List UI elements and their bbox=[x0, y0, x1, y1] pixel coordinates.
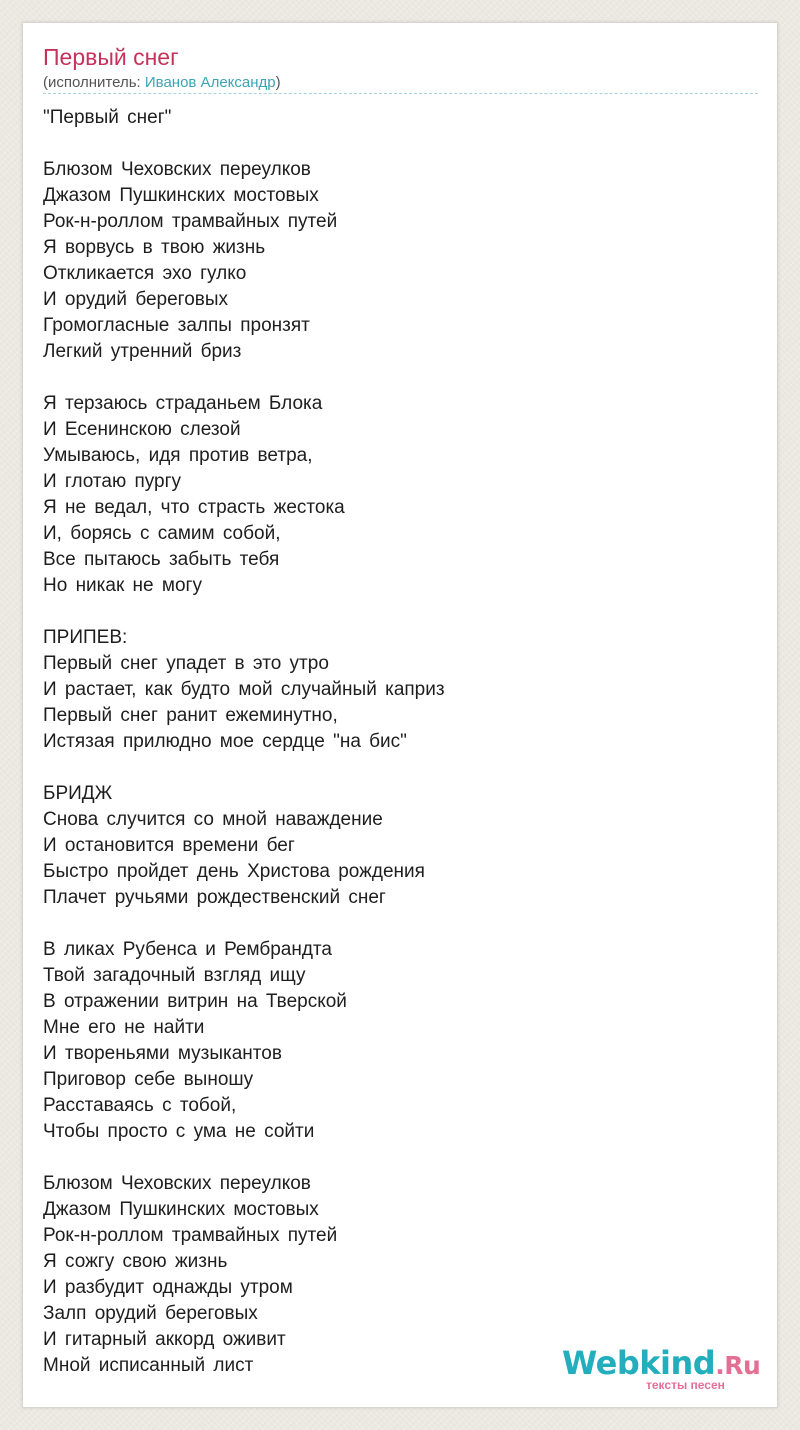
lyric-line: Быстро пройдет день Христова рождения bbox=[43, 861, 425, 882]
lyric-line: Первый снег упадет в это утро bbox=[43, 653, 329, 674]
lyric-line: И глотаю пургу bbox=[43, 471, 182, 492]
lyric-line: И Есенинскою слезой bbox=[43, 419, 241, 440]
lyric-line: Первый снег ранит ежеминутно, bbox=[43, 705, 338, 726]
lyric-line: БРИДЖ bbox=[43, 783, 113, 804]
lyric-line: Снова случится со мной наваждение bbox=[43, 809, 383, 830]
performer-prefix: (исполнитель: bbox=[43, 74, 145, 91]
lyric-line: Я ворвусь в твою жизнь bbox=[43, 237, 266, 258]
lyric-line: И орудий береговых bbox=[43, 289, 229, 310]
lyric-line: Джазом Пушкинских мостовых bbox=[43, 1199, 319, 1220]
lyric-line: Откликается эхо гулко bbox=[43, 263, 247, 284]
lyric-line: И разбудит однажды утром bbox=[43, 1277, 293, 1298]
lyric-line: Рок-н-роллом трамвайных путей bbox=[43, 1225, 338, 1246]
lyric-line: Блюзом Чеховских переулков bbox=[43, 159, 311, 180]
lyric-line: В отражении витрин на Тверской bbox=[43, 991, 347, 1012]
song-title: Первый снег bbox=[43, 44, 179, 70]
lyric-line: И твореньями музыкантов bbox=[43, 1043, 282, 1064]
lyric-blank-line bbox=[43, 1145, 743, 1171]
lyric-line: Умываюсь, идя против ветра, bbox=[43, 445, 313, 466]
lyric-line: В ликах Рубенса и Рембрандта bbox=[43, 939, 332, 960]
logo-tagline: тексты песен bbox=[646, 1378, 725, 1392]
lyric-line: И растает, как будто мой случайный каприз bbox=[43, 679, 445, 700]
lyric-line: Рок-н-роллом трамвайных путей bbox=[43, 211, 338, 232]
lyric-line: Чтобы просто с ума не сойти bbox=[43, 1121, 315, 1142]
performer-suffix: ) bbox=[275, 74, 281, 91]
lyric-line: Залп орудий береговых bbox=[43, 1303, 258, 1324]
lyric-line: И гитарный аккорд оживит bbox=[43, 1329, 286, 1350]
lyric-line: Твой загадочный взгляд ищу bbox=[43, 965, 306, 986]
lyric-line: И, борясь с самим собой, bbox=[43, 523, 281, 544]
lyric-blank-line bbox=[43, 365, 743, 391]
lyrics-card bbox=[22, 22, 778, 1408]
title-divider bbox=[43, 93, 758, 94]
lyric-line: Я сожгу свою жизнь bbox=[43, 1251, 228, 1272]
lyric-line: Мне его не найти bbox=[43, 1017, 205, 1038]
lyrics-text bbox=[43, 105, 743, 1379]
lyric-line: Истязая прилюдно мое сердце "на бис" bbox=[43, 731, 407, 752]
lyric-line: Джазом Пушкинских мостовых bbox=[43, 185, 319, 206]
lyric-line: Плачет ручьями рождественский снег bbox=[43, 887, 386, 908]
lyric-line: Легкий утренний бриз bbox=[43, 341, 242, 362]
lyric-blank-line bbox=[43, 755, 743, 781]
lyric-line: Мной исписанный лист bbox=[43, 1355, 254, 1376]
lyric-line: Все пытаюсь забыть тебя bbox=[43, 549, 280, 570]
lyric-line: Блюзом Чеховских переулков bbox=[43, 1173, 311, 1194]
lyric-line: ПРИПЕВ: bbox=[43, 627, 128, 648]
performer-link[interactable]: Иванов Александр bbox=[144, 74, 276, 91]
lyric-blank-line bbox=[43, 911, 743, 937]
logo-brand: Webkind bbox=[562, 1344, 716, 1382]
lyric-line: Я терзаюсь страданьем Блока bbox=[43, 393, 323, 414]
lyric-blank-line bbox=[43, 131, 743, 157]
lyric-line: И остановится времени бег bbox=[43, 835, 295, 856]
lyric-line: Громогласные залпы пронзят bbox=[43, 315, 310, 336]
lyric-blank-line bbox=[43, 599, 743, 625]
lyric-line: "Первый снег" bbox=[43, 107, 172, 128]
lyric-line: Я не ведал, что страсть жестока bbox=[43, 497, 345, 518]
webkind-logo[interactable] bbox=[562, 1344, 762, 1394]
lyric-line: Приговор себе выношу bbox=[43, 1069, 254, 1090]
lyric-line: Расставаясь с тобой, bbox=[43, 1095, 237, 1116]
performer-line bbox=[43, 73, 281, 93]
lyric-line: Но никак не могу bbox=[43, 575, 202, 596]
logo-tld: .Ru bbox=[715, 1351, 761, 1380]
